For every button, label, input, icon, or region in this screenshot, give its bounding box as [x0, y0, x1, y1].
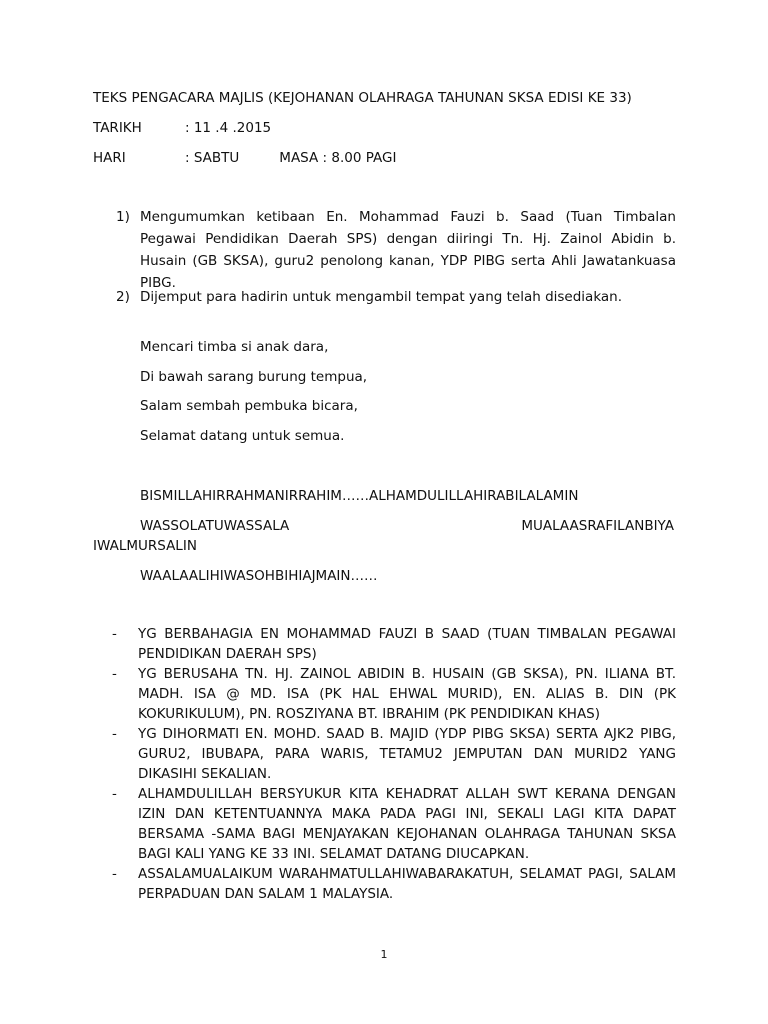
list-item-text: ASSALAMUALAIKUM WARAHMATULLAHIWABARAKATUH, SELAMAT PAGI, SALAM PERPADUAN DAN SALAM 1 MALAYSIA. [138, 866, 676, 902]
bullet-dash: - [112, 626, 117, 642]
pantun-line-2: Di bawah sarang burung tempua, [140, 369, 368, 385]
page-number: 1 [380, 948, 388, 961]
numbered-item-2 [116, 286, 676, 308]
hari-label: HARI [93, 150, 126, 166]
hari-value: : SABTU [185, 150, 240, 166]
greeting-list [108, 624, 676, 904]
doa-line-2-left: WASSOLATUWASSALA [140, 518, 290, 534]
hari-row [93, 148, 396, 168]
list-item [108, 784, 676, 864]
item-text: Mengumumkan ketibaan En. Mohammad Fauzi b. Saad (Tuan Timbalan Pegawai Pendidikan Daerah SPS) dengan diiringi Tn. Hj. Zainol Abidin b. Husain (GB SKSA), guru2 penolong kanan, YDP PIBG serta Ahli Jawatankuasa PIBG. [140, 209, 676, 291]
pantun-line-4: Selamat datang untuk semua. [140, 428, 345, 444]
list-item-text: YG DIHORMATI EN. MOHD. SAAD B. MAJID (YDP PIBG SKSA) SERTA AJK2 PIBG, GURU2, IBUBAPA, PARA WARIS, TETAMU2 JEMPUTAN DAN MURID2 YANG DIKASIHI SEKALIAN. [138, 726, 676, 782]
doa-line-2-right: MUALAASRAFILANBIYA [521, 518, 674, 534]
masa-value: MASA : 8.00 PAGI [279, 150, 397, 166]
doa-line-2 [140, 516, 674, 536]
item-text: Dijemput para hadirin untuk mengambil tempat yang telah disediakan. [140, 289, 623, 305]
bullet-dash: - [112, 866, 117, 882]
bullet-dash: - [112, 726, 117, 742]
document-heading: TEKS PENGACARA MAJLIS (KEJOHANAN OLAHRAGA TAHUNAN SKSA EDISI KE 33) [93, 90, 632, 106]
tarikh-label: TARIKH [93, 120, 142, 136]
list-item [108, 624, 676, 664]
list-item-text: YG BERBAHAGIA EN MOHAMMAD FAUZI B SAAD (TUAN TIMBALAN PEGAWAI PENDIDIKAN DAERAH SPS) [138, 626, 676, 662]
pantun-line-3: Salam sembah pembuka bicara, [140, 398, 358, 414]
list-item-text: YG BERUSAHA TN. HJ. ZAINOL ABIDIN B. HUSAIN (GB SKSA), PN. ILIANA BT. MADH. ISA @ MD. ISA (PK HAL EHWAL MURID), EN. ALIAS B. DIN (PK KOKURIKULUM), PN. ROSZIYANA BT. IBRAHIM (PK PENDIDIKAN KHAS) [138, 666, 676, 722]
item-number: 2) [116, 289, 130, 305]
bullet-dash: - [112, 786, 117, 802]
tarikh-row [93, 118, 271, 138]
tarikh-value: : 11 .4 .2015 [185, 120, 272, 136]
list-item [108, 664, 676, 724]
pantun-line-1: Mencari timba si anak dara, [140, 339, 329, 355]
list-item [108, 864, 676, 904]
bullet-dash: - [112, 666, 117, 682]
list-item [108, 724, 676, 784]
item-number: 1) [116, 209, 130, 225]
doa-line-2-continued: IWALMURSALIN [93, 538, 197, 554]
numbered-item-1 [116, 206, 676, 294]
doa-line-3: WAALAALIHIWASOHBIHIAJMAIN…… [140, 568, 378, 584]
list-item-text: ALHAMDULILLAH BERSYUKUR KITA KEHADRAT ALLAH SWT KERANA DENGAN IZIN DAN KETENTUANNYA MAKA PADA PAGI INI, SEKALI LAGI KITA DAPAT BERSAMA -SAMA BAGI MENJAYAKAN KEJOHANAN OLAHRAGA TAHUNAN SKSA BAGI KALI YANG KE 33 INI. SELAMAT DATANG DIUCAPKAN. [138, 786, 676, 862]
doa-line-1: BISMILLAHIRRAHMANIRRAHIM……ALHAMDULILLAHIRABILALAMIN [140, 488, 579, 504]
